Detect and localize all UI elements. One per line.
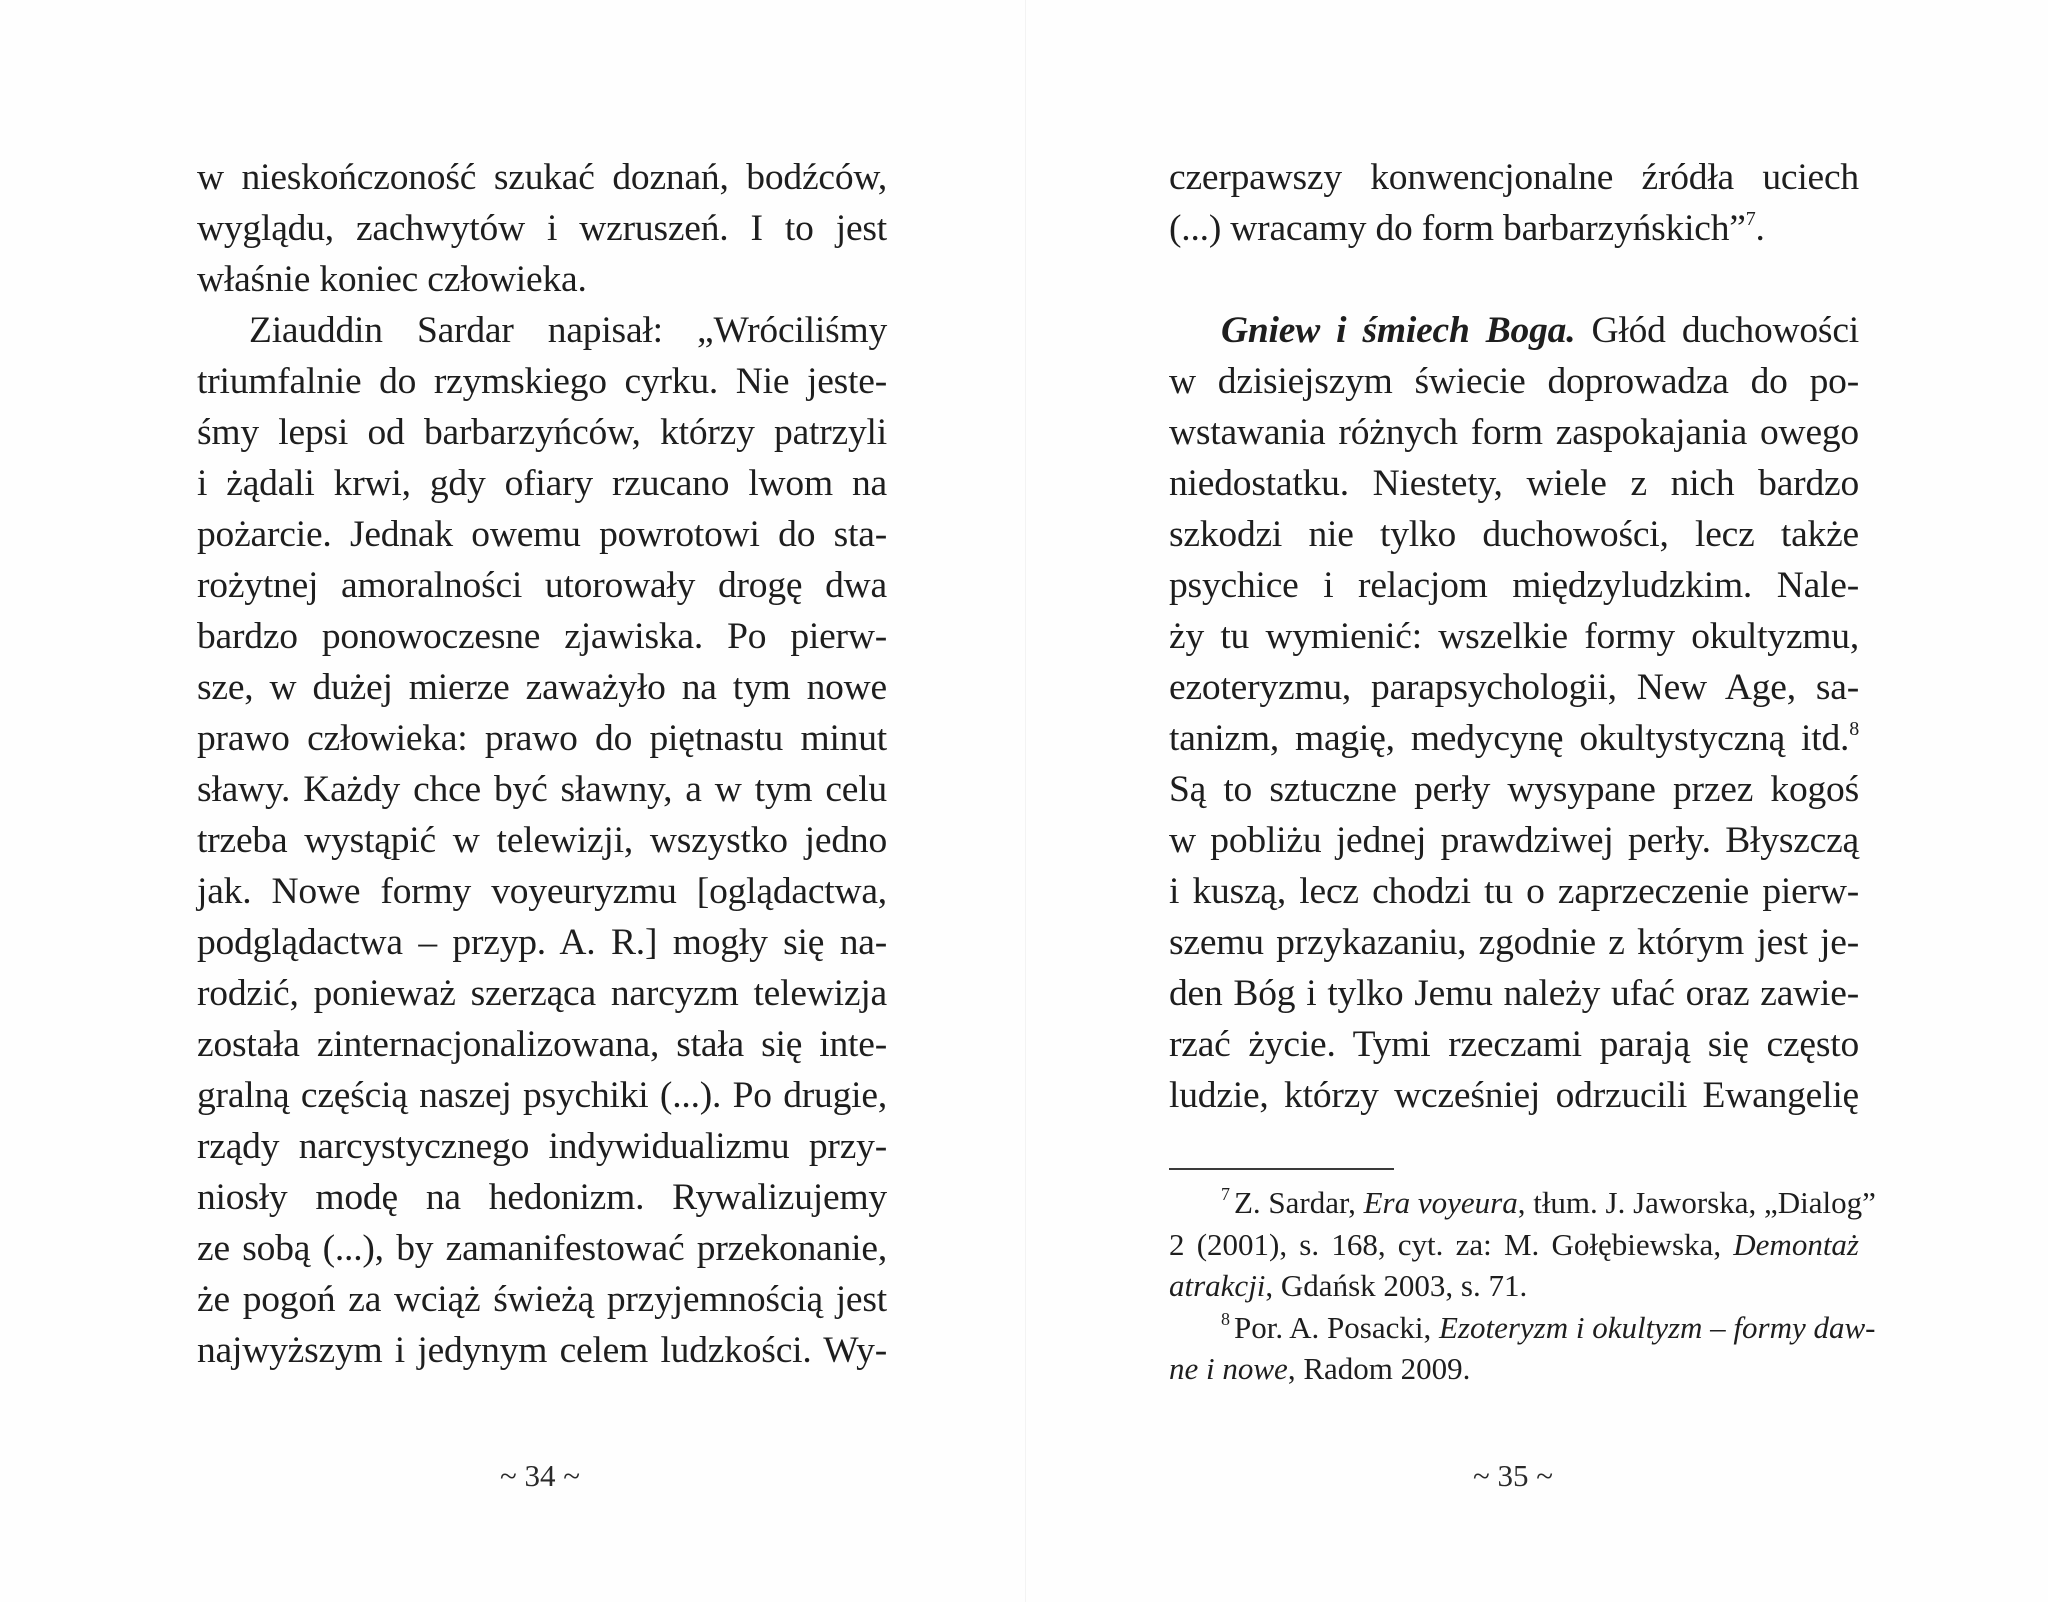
text-line: den Bóg i tylko Jemu należy ufać oraz zawie- — [1169, 973, 1859, 1014]
footnote-title: Era voyeura — [1363, 1185, 1518, 1220]
text-line: szkodzi nie tylko duchowości, lecz także — [1169, 514, 1859, 555]
text-line: i kuszą, lecz chodzi tu o zaprzeczenie pierw- — [1169, 871, 1859, 912]
text-line: wyglądu, zachwytów i wzruszeń. I to jest — [197, 208, 887, 249]
text-line: triumfalnie do rzymskiego cyrku. Nie jeste- — [197, 361, 887, 402]
text-line: w pobliżu jednej prawdziwej perły. Błyszczą — [1169, 820, 1859, 861]
footnote-number: 7 — [1221, 1184, 1230, 1204]
footnote-8-line2 — [1169, 1348, 1859, 1390]
footnote-8 — [1169, 1307, 1876, 1349]
text-line: psychice i relacjom międzyludzkim. Nale- — [1169, 565, 1859, 606]
quote-text: (...) wracamy do form barbarzyńskich” — [1169, 208, 1746, 249]
text-line: została zinternacjonalizowana, stała się inte- — [197, 1024, 887, 1065]
text-fragment: Głód duchowości — [1575, 310, 1859, 351]
text-line: trzeba wystąpić w telewizji, wszystko jedno — [197, 820, 887, 861]
footnote-separator — [1169, 1168, 1394, 1170]
punctuation: . — [1755, 208, 1765, 249]
text-line: prawo człowieka: prawo do piętnastu minut — [197, 718, 887, 759]
section-gap — [1169, 254, 1859, 305]
text-line: sławy. Każdy chce być sławny, a w tym celu — [197, 769, 887, 810]
footnote-7-line3 — [1169, 1265, 1859, 1307]
text-line: rodzić, ponieważ szerząca narcyzm telewizja — [197, 973, 887, 1014]
text-line — [1169, 203, 1859, 254]
text-line: jak. Nowe formy voyeuryzmu [oglądactwa, — [197, 871, 887, 912]
text-line: w dzisiejszym świecie doprowadza do po- — [1169, 361, 1859, 402]
text-line: wstawania różnych form zaspokajania owego — [1169, 412, 1859, 453]
footnote-title: Demontaż — [1733, 1226, 1859, 1262]
text-line: sze, w dużej mierze zaważyło na tym nowe — [197, 667, 887, 708]
right-page — [1025, 0, 2048, 1602]
footnote-ref-7[interactable]: 7 — [1745, 208, 1756, 230]
text-line: rożytnej amoralności utorowały drogę dwa — [197, 565, 887, 606]
footnotes — [1169, 1168, 1876, 1390]
page-number: ~ 35 ~ — [1472, 1458, 1554, 1493]
footnote-text: , Gdańsk 2003, s. 71. — [1265, 1268, 1528, 1303]
footnote-text: Por. A. Posacki, — [1234, 1309, 1439, 1345]
text-line: ezoteryzmu, parapsychologii, New Age, sa- — [1169, 667, 1859, 708]
footnote-text: , tłum. J. Jaworska, „Dialog” — [1517, 1185, 1876, 1220]
text-line: że pogoń za wciąż świeżą przyjemnością jest — [197, 1279, 887, 1320]
footnote-title: ne i nowe — [1169, 1351, 1288, 1386]
text-line: rządy narcystycznego indywidualizmu przy- — [197, 1126, 887, 1167]
text-line: niosły modę na hedonizm. Rywalizujemy — [197, 1177, 887, 1218]
text-line: w nieskończoność szukać doznań, bodźców, — [197, 157, 887, 198]
footnote-title: atrakcji — [1169, 1268, 1266, 1303]
footnote-text: 2 (2001), s. 168, cyt. za: M. Gołębiewska, — [1169, 1226, 1734, 1262]
text-line: śmy lepsi od barbarzyńców, którzy patrzyli — [197, 412, 887, 453]
text-line: ludzie, którzy wcześniej odrzucili Ewangelię — [1169, 1075, 1859, 1116]
section-heading: Gniew i śmiech Boga. — [1221, 310, 1576, 351]
text-line: szemu przykazaniu, zgodnie z którym jest je- — [1169, 922, 1859, 963]
footnote-title: Ezoteryzm i okultyzm – formy daw- — [1438, 1309, 1876, 1345]
text-line: czerpawszy konwencjonalne źródła uciech — [1169, 157, 1859, 198]
text-fragment: tanizm, magię, medycynę okultystyczną itd. — [1169, 718, 1850, 759]
text-line: rzać życie. Tymi rzeczami parają się często — [1169, 1024, 1859, 1065]
footnote-number: 8 — [1221, 1308, 1230, 1329]
footnote-7 — [1169, 1182, 1876, 1224]
section-first-line — [1169, 305, 1859, 356]
text-line: pożarcie. Jednak owemu powrotowi do sta- — [197, 514, 887, 555]
text-line: podglądactwa – przyp. A. R.] mogły się na- — [197, 922, 887, 963]
text-line — [1169, 713, 1859, 764]
text-line: właśnie koniec człowieka. — [197, 259, 587, 300]
text-line: najwyższym i jedynym celem ludzkości. Wy- — [197, 1330, 887, 1371]
footnote-text: , Radom 2009. — [1287, 1351, 1471, 1386]
footnote-ref-8[interactable]: 8 — [1849, 718, 1859, 740]
text-line: Są to sztuczne perły wysypane przez kogoś — [1169, 769, 1859, 810]
text-line: i żądali krwi, gdy ofiary rzucano lwom na — [197, 463, 887, 504]
text-line: gralną częścią naszej psychiki (...). Po drugie, — [197, 1075, 887, 1116]
text-line: bardzo ponowoczesne zjawiska. Po pierw- — [197, 616, 887, 657]
text-line: ży tu wymienić: wszelkie formy okultyzmu, — [1169, 616, 1859, 657]
left-body-text — [197, 152, 887, 1376]
footnote-text: Z. Sardar, — [1234, 1185, 1364, 1220]
page-number: ~ 34 ~ — [499, 1458, 581, 1493]
footnote-7-line2 — [1169, 1224, 1859, 1266]
text-line: ze sobą (...), by zamanifestować przekonanie, — [197, 1228, 887, 1269]
text-line: niedostatku. Niestety, wiele z nich bardzo — [1169, 463, 1859, 504]
text-line: Ziauddin Sardar napisał: „Wróciliśmy — [249, 310, 887, 351]
right-body-text — [1169, 152, 1859, 1121]
